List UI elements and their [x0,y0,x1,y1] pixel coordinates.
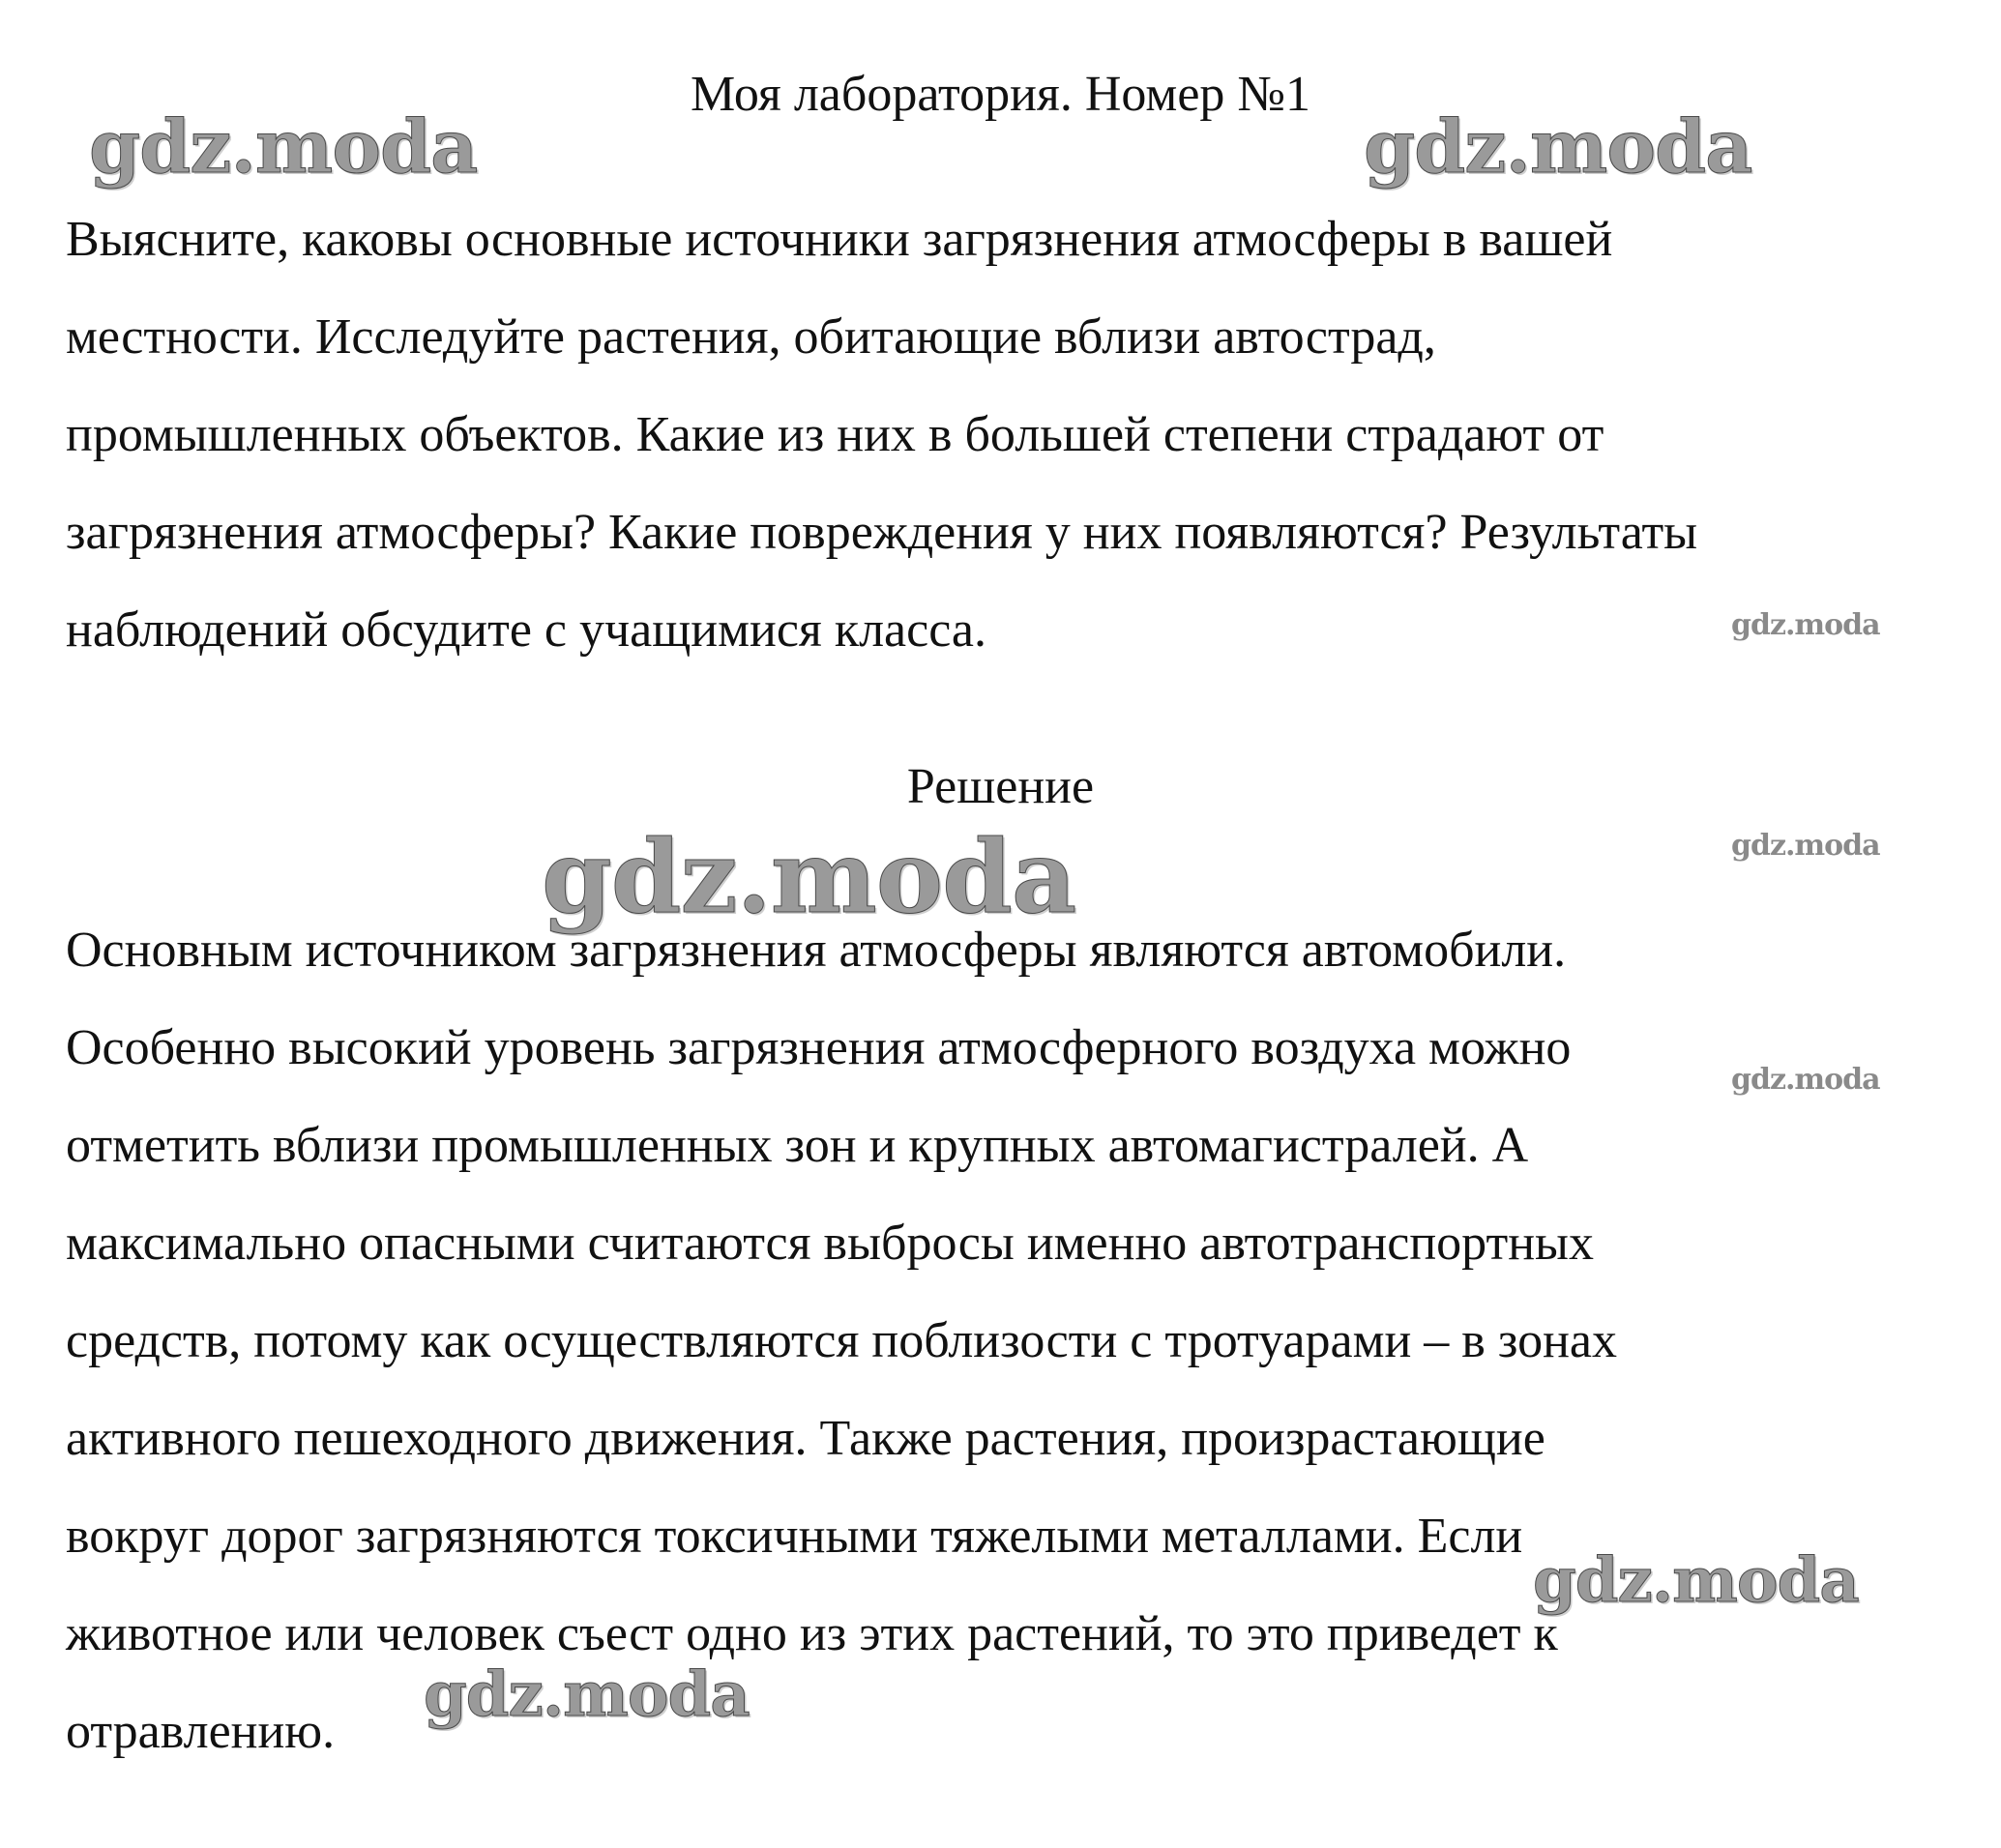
solution-line: активного пешеходного движения. Также растения, произрастающие [66,1411,1545,1466]
solution-line: животное или человек съест одно из этих растений, то это приведет к [66,1606,1558,1661]
solution-line: максимально опасными считаются выбросы именно автотранспортных [66,1216,1594,1271]
task-line: загрязнения атмосферы? Какие повреждения у них появляются? Результаты [66,505,1698,560]
task-text [66,191,1981,679]
watermark: gdz.moda [1731,1063,1880,1097]
solution-line: средств, потому как осуществляются поблизости с тротуарами – в зонах [66,1313,1618,1368]
solution-line: Основным источником загрязнения атмосферы являются автомобили. [66,923,1567,978]
solution-heading: Решение [906,759,1095,814]
solution-text [66,901,1981,1780]
watermark: gdz.moda [1731,829,1880,863]
task-line: Выясните, каковы основные источники загрязнения атмосферы в вашей [66,212,1613,267]
watermark: gdz.moda [1533,1544,1859,1617]
watermark: gdz.moda [1731,608,1880,642]
watermark: gdz.moda [1364,103,1752,190]
solution-line: отметить вблизи промышленных зон и крупных автомагистралей. А [66,1118,1529,1173]
watermark: gdz.moda [89,103,478,190]
solution-line: отравлению. [66,1704,336,1759]
watermark: gdz.moda [424,1658,750,1731]
solution-line: Особенно высокий уровень загрязнения атмосферного воздуха можно [66,1020,1572,1075]
task-line: промышленных объектов. Какие из них в большей степени страдают от [66,407,1604,462]
watermark: gdz.moda [542,817,1076,936]
task-line: местности. Исследуйте растения, обитающие вблизи автострад, [66,309,1436,365]
page-title: Моя лаборатория. Номер №1 [690,67,1311,122]
solution-line: вокруг дорог загрязняются токсичными тяжелыми металлами. Если [66,1509,1523,1564]
task-line: наблюдений обсудите с учащимися класса. [66,602,986,658]
